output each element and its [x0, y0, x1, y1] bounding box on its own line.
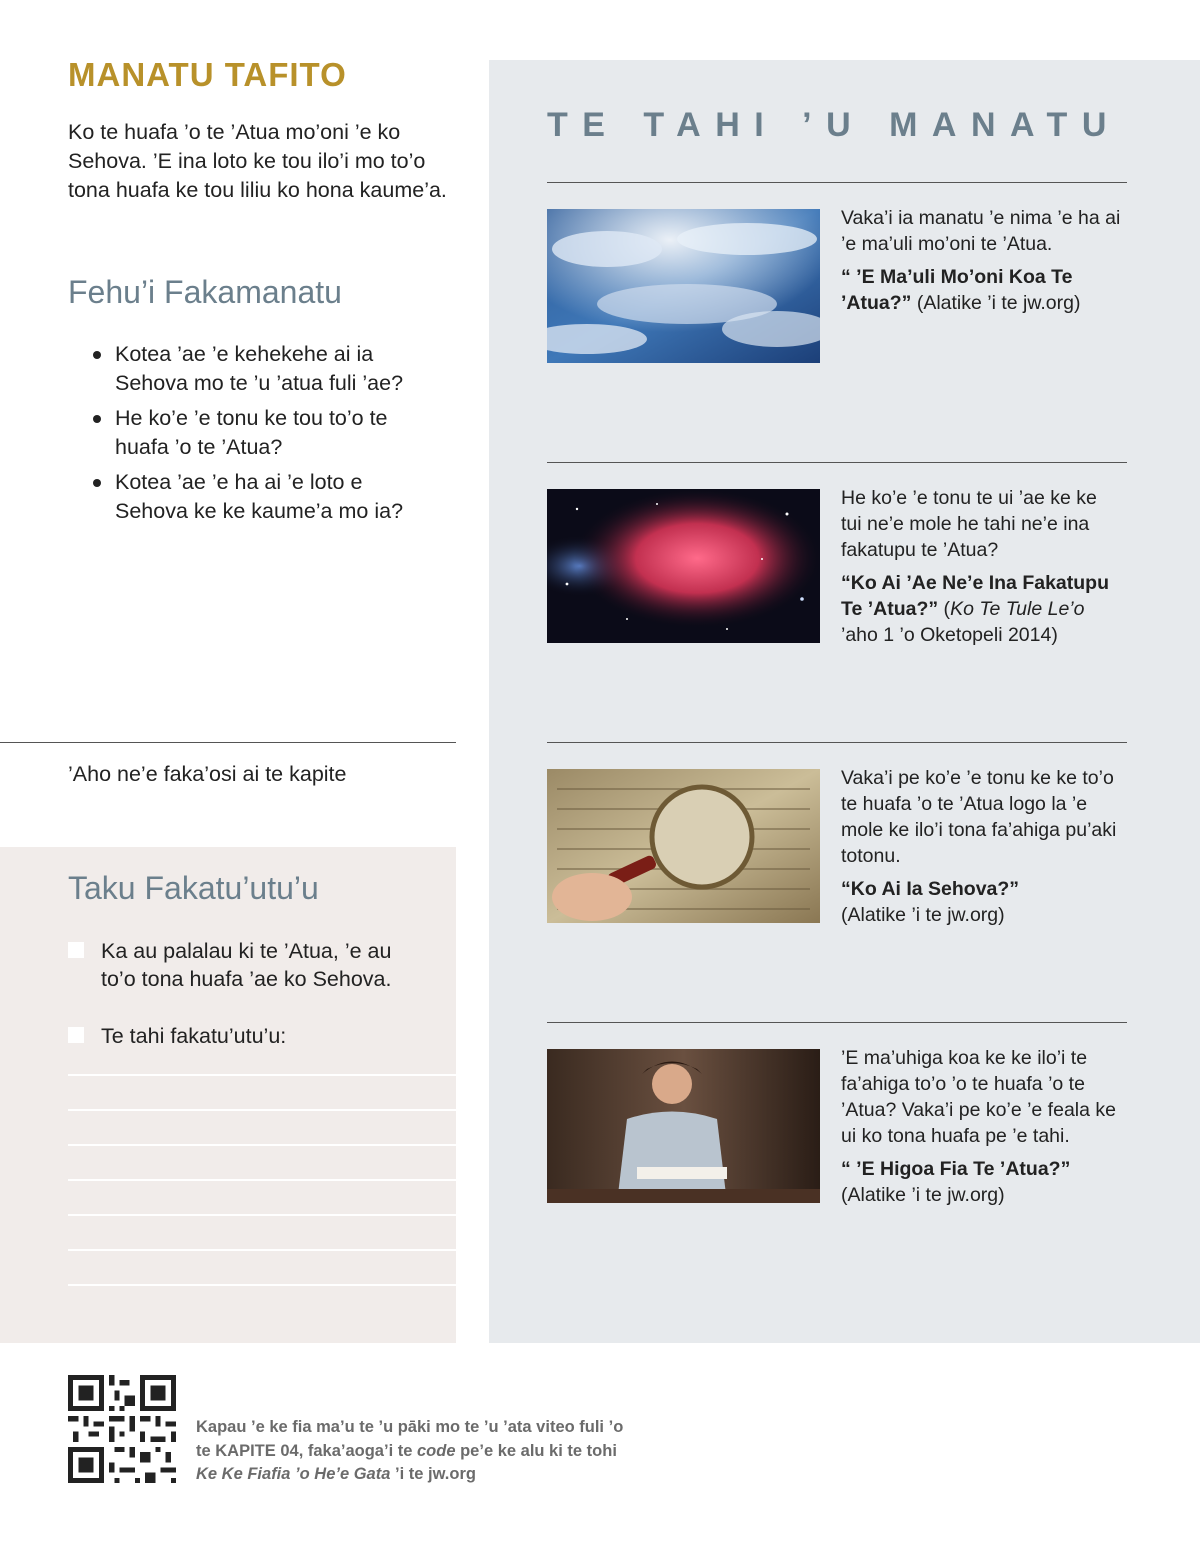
- article-source: (Alatike ’i te jw.org): [841, 1184, 1005, 1206]
- question-item: He ko’e ’e tonu ke tou to’o te huafa ’o te ’Atua?: [92, 404, 432, 461]
- goal-checkbox[interactable]: [68, 1027, 84, 1043]
- divider: [547, 182, 1127, 183]
- divider: [547, 742, 1127, 743]
- article-link[interactable]: “Ko Ai ’Ae Ne’e Ina Fakatupu Te ’Atua?”: [841, 572, 1109, 620]
- card-description: Vaka’i ia manatu ’e nima ’e ha ai ’e ma’uli mo’oni te ’Atua.: [841, 207, 1121, 255]
- book-title: Ke Ke Fiafia ’o He’e Gata: [196, 1465, 391, 1483]
- magazine-title: Ko Te Tule Le’o: [950, 598, 1085, 620]
- article-link[interactable]: “ ’E Ma’uli Mo’oni Koa Te ’Atua?”: [841, 266, 1073, 314]
- card-text: [841, 765, 1121, 928]
- question-item: Kotea ’ae ’e ha ai ’e loto e Sehova ke ke kaume’a mo ia?: [92, 468, 432, 525]
- footer-text: Kapau ’e ke fia ma’u te ’u pāki mo te ’u ’ata viteo fuli ’o te KAPITE 04, faka’aoga’i te code pe’e ke alu ki te tohi Ke Ke Fiafia ’o He’e Gata ’i te jw.org: [196, 1418, 624, 1483]
- goal-item: [68, 937, 428, 993]
- man-reading-image: [547, 1049, 820, 1203]
- card-text: [841, 1045, 1121, 1208]
- article-source: (Alatike ’i te jw.org): [841, 904, 1005, 926]
- more-title: TE TAHI ’U MANATU: [547, 106, 1121, 144]
- card-text: He ko’e ’e tonu te ui ’ae ke ke tui ne’e mole he tahi ne’e ina fakatupu te ’Atua? “Ko Ai ’Ae Ne’e Ina Fakatupu Te ’Atua?” (Ko Te Tule Le’o ’aho 1 ’o Oketopeli 2014): [841, 485, 1121, 648]
- key-point-title: MANATU TAFITO: [68, 56, 347, 93]
- goal-text: Te tahi fakatu’utu’u:: [101, 1024, 287, 1048]
- card-description: He ko’e ’e tonu te ui ’ae ke ke tui ne’e mole he tahi ne’e ina fakatupu te ’Atua?: [841, 487, 1097, 561]
- nebula-image: [547, 489, 820, 643]
- article-link[interactable]: “ ’E Higoa Fia Te ’Atua?”: [841, 1158, 1071, 1180]
- qr-code-icon[interactable]: [68, 1375, 176, 1483]
- goal-checkbox[interactable]: [68, 942, 84, 958]
- article-source: (Alatike ’i te jw.org): [911, 292, 1081, 314]
- card-description: ’E ma’uhiga koa ke ke ilo’i te fa’ahiga to’o ’o te huafa ’o te ’Atua? Vaka’i pe ko’e ’e feala ke ui ko tona huafa pe ’e tahi.: [841, 1047, 1116, 1147]
- goals-heading: Taku Fakatu’utu’u: [68, 870, 319, 906]
- article-link[interactable]: “Ko Ai Ia Sehova?”: [841, 878, 1020, 900]
- divider: [547, 462, 1127, 463]
- goal-item: [68, 1022, 428, 1050]
- goal-text: Ka au palalau ki te ’Atua, ’e au to’o tona huafa ’ae ko Sehova.: [101, 939, 392, 991]
- question-item: Kotea ’ae ’e kehekehe ai ia Sehova mo te ’u ’atua fuli ’ae?: [92, 340, 432, 397]
- divider: [547, 1022, 1127, 1023]
- writing-lines[interactable]: [68, 1074, 456, 1319]
- completion-date-label: ’Aho ne’e faka’osi ai te kapite: [68, 762, 347, 786]
- divider: [0, 742, 456, 743]
- key-point-text: Ko te huafa ’o te ’Atua mo’oni ’e ko Sehova. ’E ina loto ke tou ilo’i mo to’o tona huafa ke tou liliu ko hona kaume’a.: [68, 120, 447, 202]
- card-description: Vaka’i pe ko’e ’e tonu ke ke to’o te huafa ’o te ’Atua logo la ’e mole ke ilo’i tona fa’ahiga pu’aki totonu.: [841, 767, 1117, 867]
- questions-heading: Fehu’i Fakamanatu: [68, 274, 342, 310]
- magnifier-hebrew-text-image: [547, 769, 820, 923]
- sky-clouds-image: [547, 209, 820, 363]
- review-questions-list: [92, 340, 432, 532]
- article-source: ’aho 1 ’o Oketopeli 2014): [841, 624, 1058, 646]
- card-text: [841, 205, 1121, 316]
